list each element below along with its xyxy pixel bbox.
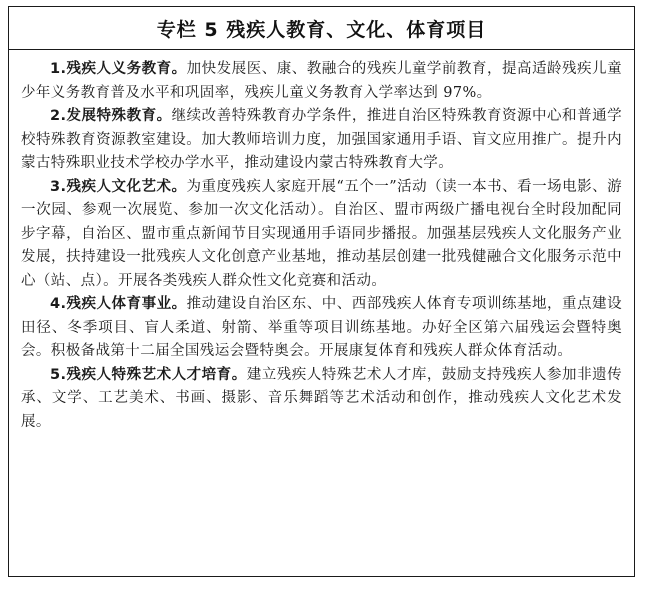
item-3-heading: 3.残疾人文化艺术。 bbox=[50, 178, 187, 195]
item-2 bbox=[21, 105, 622, 176]
item-2-text: 继续改善特殊教育办学条件，推进自治区特殊教育资源中心和普通学校特殊教育资源教室建设。加大教师培训力度，加强国家通用手语、盲文应用推广。提升内蒙古特殊职业技术学校办学水平，推动建设内蒙古特殊教育大学。 bbox=[21, 108, 623, 171]
item-3-text: 为重度残疾人家庭开展“五个一”活动（读一本书、看一场电影、游一次园、参观一次展览、参加一次文化活动）。自治区、盟市两级广播电视台全时段加配同步字幕，自治区、盟市重点新闻节目实现通用手语同步播报。加强基层残疾人文化服务产业发展，扶持建设一批残疾人文化创意产业基地，推动基层创建一批残健融合文化服务示范中心（站、点）。开展各类残疾人群众性文化竞赛和活动。 bbox=[21, 178, 622, 289]
box-body bbox=[9, 50, 634, 434]
item-5-heading: 5.残疾人特殊艺术人才培育。 bbox=[50, 366, 247, 383]
item-4 bbox=[21, 293, 622, 364]
item-1-text: 加快发展医、康、教融合的残疾儿童学前教育，提高适龄残疾儿童少年义务教育普及水平和巩固率，残疾儿童义务教育入学率达到 97%。 bbox=[21, 61, 622, 101]
item-5-text: 建立残疾人特殊艺术人才库，鼓励支持残疾人参加非遗传承、文学、工艺美术、书画、摄影、音乐舞蹈等艺术活动和创作，推动残疾人文化艺术发展。 bbox=[21, 366, 623, 430]
box-title: 专栏 5 残疾人教育、文化、体育项目 bbox=[9, 7, 634, 50]
item-1-heading: 1.残疾人义务教育。 bbox=[50, 61, 187, 77]
item-3 bbox=[21, 176, 622, 294]
item-4-text: 推动建设自治区东、中、西部残疾人体育专项训练基地，重点建设田径、冬季项目、盲人柔道、射箭、举重等项目训练基地。办好全区第六届残运会暨特奥会。积极备战第十二届全国残运会暨特奥会。开展康复体育和残疾人群众体育活动。 bbox=[21, 296, 622, 359]
item-5 bbox=[21, 364, 622, 435]
project-box bbox=[8, 6, 635, 577]
item-1 bbox=[21, 58, 622, 105]
item-2-heading: 2.发展特殊教育。 bbox=[50, 108, 172, 124]
item-4-heading: 4.残疾人体育事业。 bbox=[50, 296, 187, 312]
